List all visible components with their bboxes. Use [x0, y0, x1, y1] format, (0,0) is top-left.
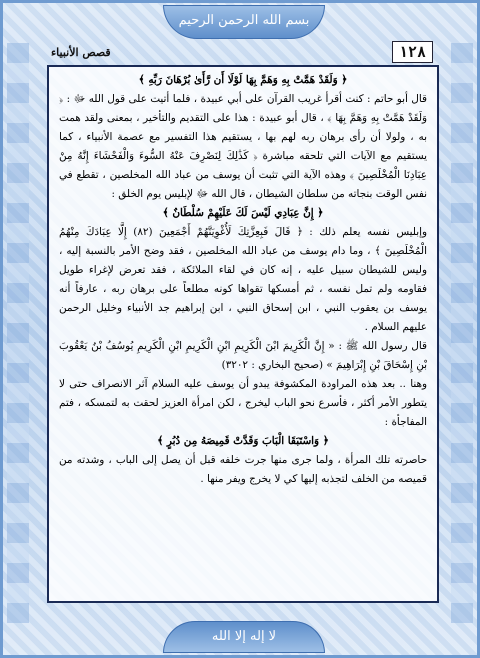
- page-header: [51, 41, 433, 63]
- text-paragraph: وإبليس نفسه يعلم ذلك : ﴿ قَالَ فَبِعِزَّتِكَ لَأُغْوِيَنَّهُمْ أَجْمَعِينَ (٨٢) إِلَّا عِبَادَكَ مِنْهُمُ الْمُخْلَصِينَ ﴾ ، وما دام يوسف من عباد الله المخلصين ، فقد وضح الأمر بالنسبة إليه ، وليس للشيطان سبيل عليه ، إنه كان في لقاء الملائكة ، فقد تعرض لإغراء طويل فقاومه ولم تمل نفسه ، ثم أمسكها تقواها كونه مطلعاً على برهان ربه ، عارفاً أنه يوسف بن يعقوب النبي ، ابن إسحاق النبي ، ابن إبراهيم جد الأنبياء وخليل الرحمن عليهم السلام .: [59, 226, 428, 333]
- text-paragraph: وهنا .. بعد هذه المراودة المكشوفة يبدو أن يوسف عليه السلام آثر الانصراف حتى لا يتطور الأمر أكثر ، فأسرع نحو الباب ليخرج ، لكن امرأة العزيز لحقت به لتمسكه ، فتم المفاجأة :: [59, 378, 427, 428]
- text-paragraph: حاصرته تلك المرأة ، ولما جرى منها جرت خلفه قبل أن يصل إلى الباب ، وشدته من قميصه من الخلف لتجذبه إليها كي لا يخرج ويفر منها .: [59, 454, 427, 485]
- left-ornament: [7, 43, 29, 623]
- bottom-banner: لا إله إلا الله: [163, 621, 325, 653]
- verse-line: ﴿ إِنَّ عِبَادِي لَيْسَ لَكَ عَلَيْهِمْ سُلْطَانٌ ﴾: [162, 207, 324, 219]
- book-title: قصص الأنبياء: [51, 45, 111, 59]
- text-paragraph: قال أبو حاتم : كنت أقرأ غريب القرآن على أبي عبيدة ، فلما أتيت على قول الله ﷻ : ﴿ وَلَقَدْ هَمَّتْ بِهِ وَهَمَّ بِهَا ﴾ ، قال أبو عبيدة : هذا على التقديم والتأخير ، بمعنى ولقد همت به ، ولولا أن رأى برهان ربه لهم بها ، يستقيم هذا التفسير مع عصمة الأنبياء ، كما يستقيم مع الآيات التي تلحقه مباشرة ﴿ كَذَٰلِكَ لِنَصْرِفَ عَنْهُ السُّوءَ وَالْفَحْشَاءَ إِنَّهُ مِنْ عِبَادِنَا الْمُخْلَصِينَ ﴾ وهذه الآية التي تثبت أن يوسف من عباد الله المخلصين ، تقطع في نفس الوقت بنجاته من سلطان الشيطان ، قال الله ﷻ لإبليس يوم الخلق :: [59, 93, 427, 200]
- top-banner: بسم الله الرحمن الرحيم: [163, 5, 325, 39]
- verse-line: ﴿ وَاسْتَبَقَا الْبَابَ وَقَدَّتْ قَمِيصَهُ مِن دُبُرٍ ﴾: [157, 435, 329, 447]
- page-content: [47, 65, 439, 603]
- right-ornament: [451, 43, 473, 623]
- text-paragraph: قال رسول الله ﷺ : « إِنَّ الْكَرِيمَ ابْنَ الْكَرِيمِ ابْنِ الْكَرِيمِ ابْنِ الْكَرِيمِ يُوسُفُ بْنُ يَعْقُوبَ بْنِ إِسْحَاقَ بْنِ إِبْرَاهِيمَ » (صحيح البخاري : ٣٢٠٢): [59, 340, 427, 371]
- verse-line: ﴿ وَلَقَدْ هَمَّتْ بِهِ وَهَمَّ بِهَا لَوْلَا أَن رَّأَىٰ بُرْهَانَ رَبِّهِ ﴾: [138, 74, 348, 86]
- page-number: ١٢٨: [392, 41, 433, 63]
